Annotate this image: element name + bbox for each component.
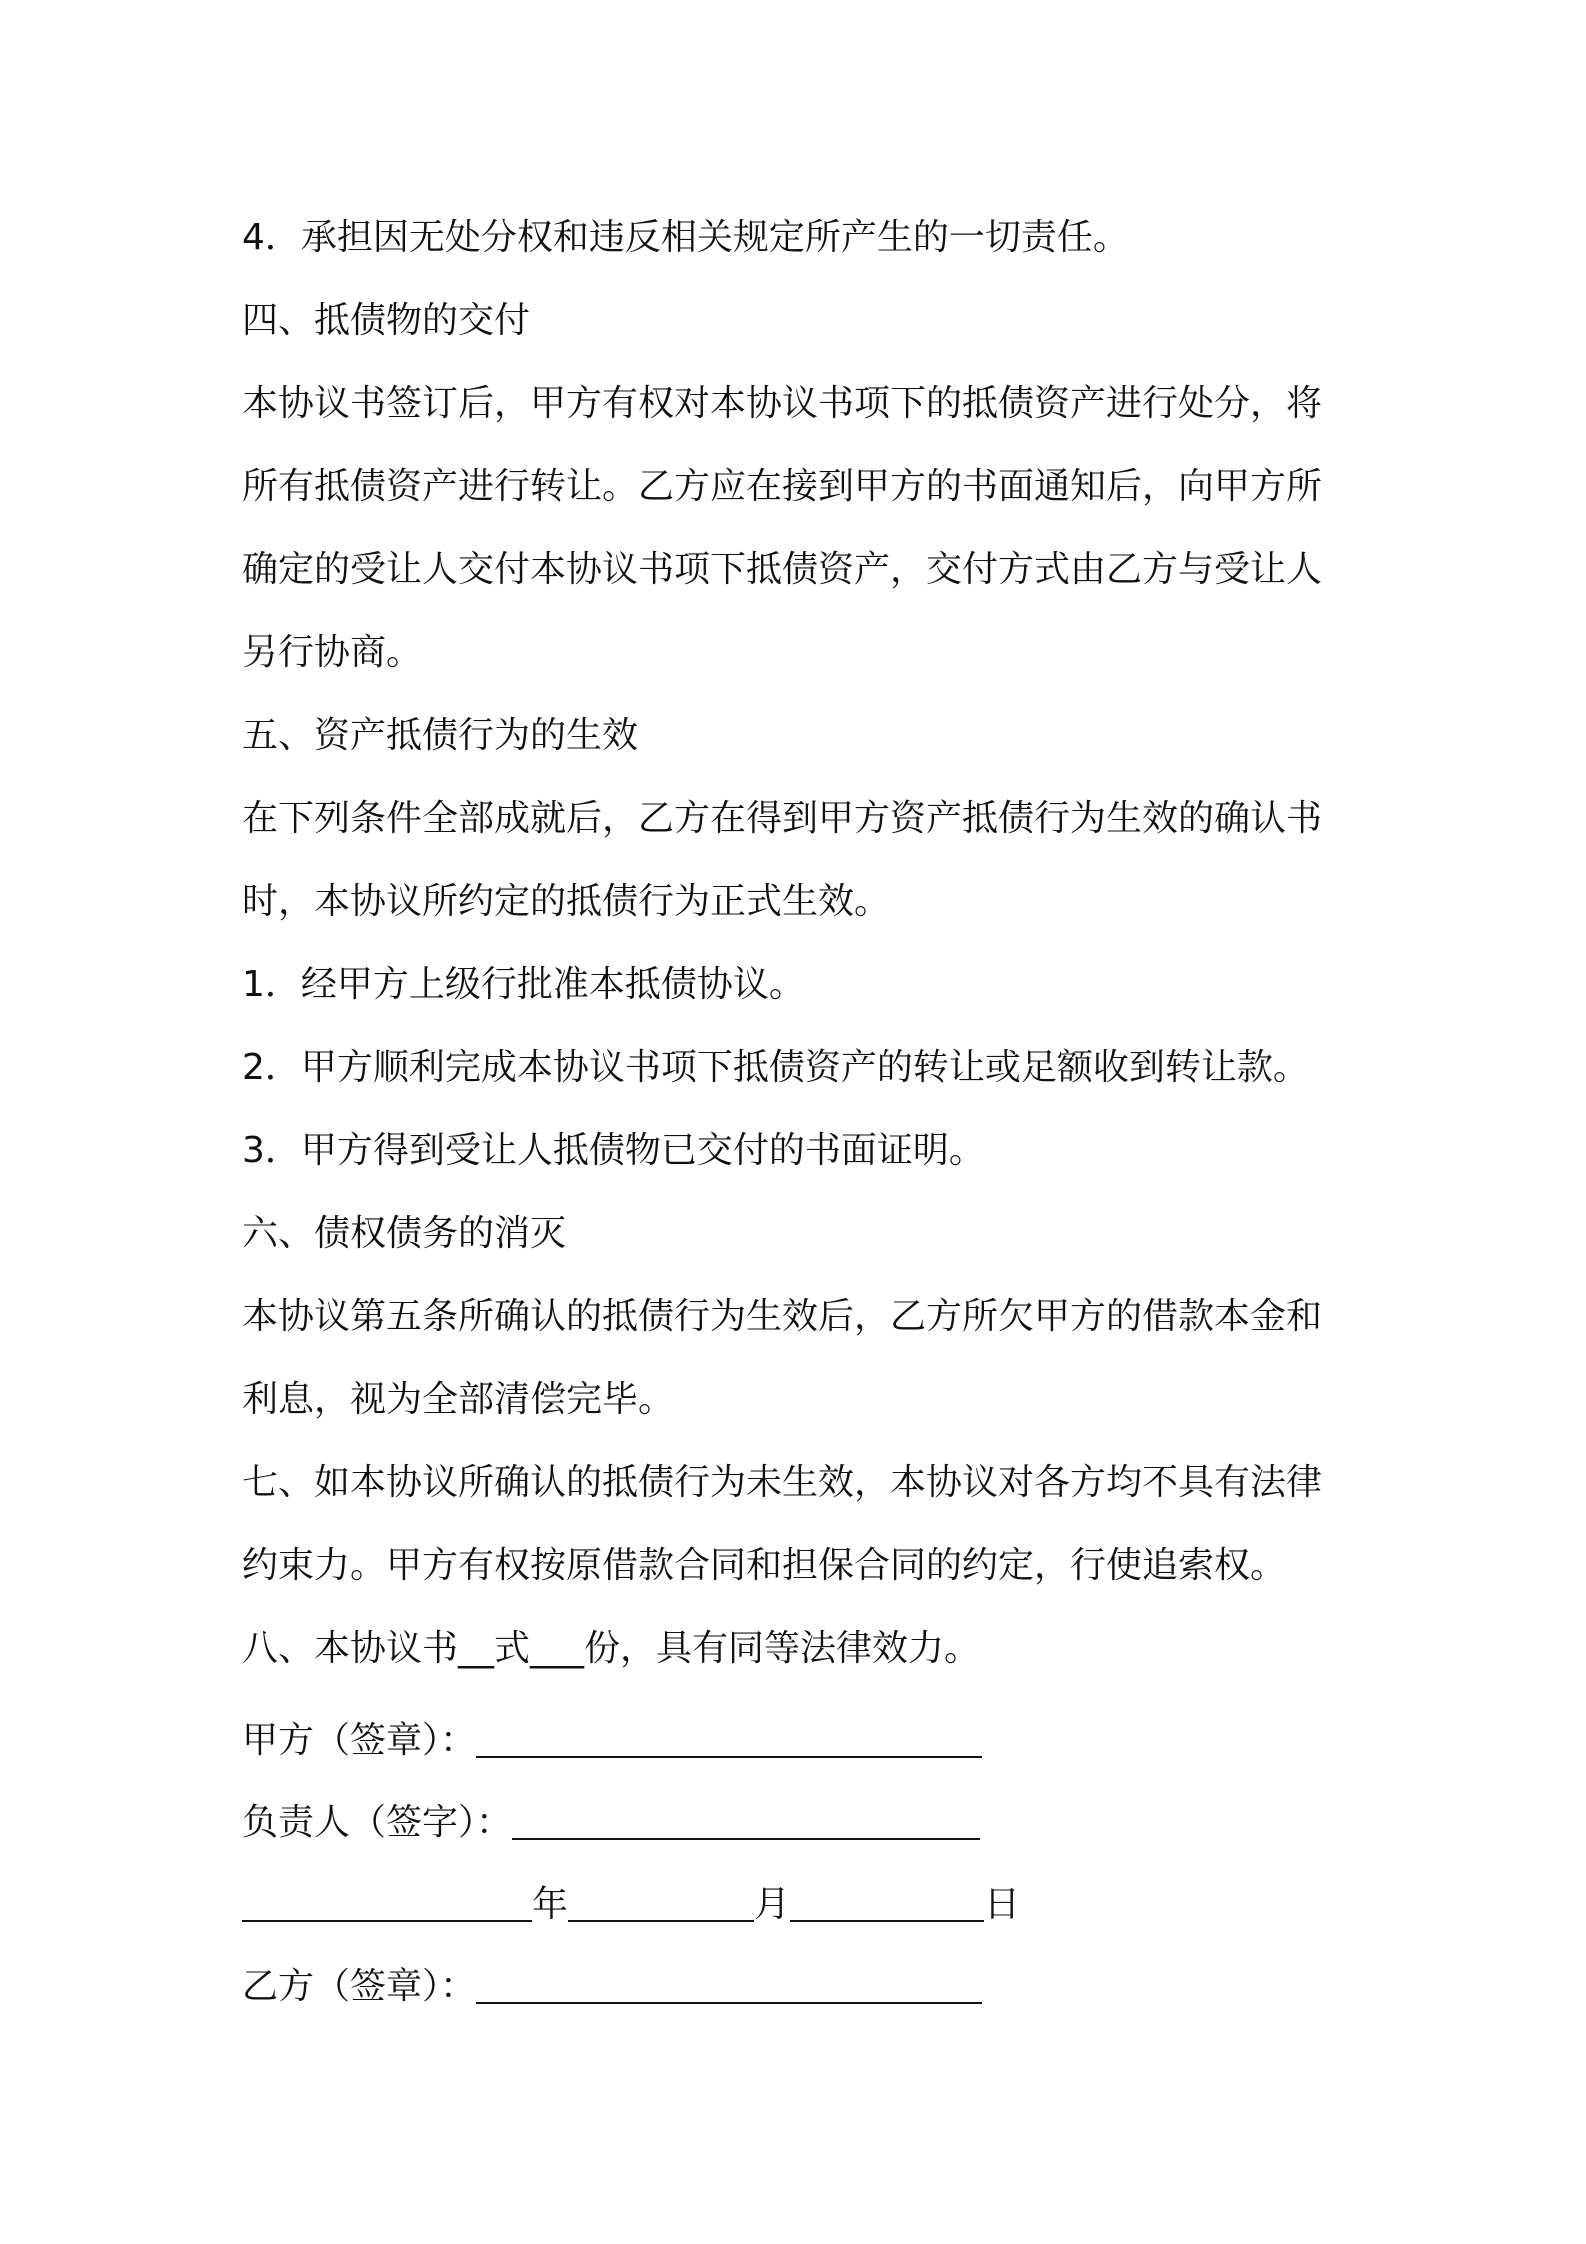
paragraph-line: 时，本协议所约定的抵债行为正式生效。 (242, 881, 891, 922)
responsible-signature-row (242, 1782, 1362, 1864)
paragraph-line: 本协议书签订后，甲方有权对本协议书项下的抵债资产进行处分，将 (242, 383, 1323, 424)
paragraph-line: 本协议第五条所确认的抵债行为生效后，乙方所欠甲方的借款本金和 (242, 1296, 1323, 1337)
date-row (242, 1864, 1362, 1946)
condition-item-1: 1．经甲方上级行批准本抵债协议。 (242, 964, 805, 1005)
party-a-signature-row (242, 1700, 1362, 1782)
section-seven-line: 七、如本协议所确认的抵债行为未生效，本协议对各方均不具有法律 (242, 1462, 1323, 1503)
month-blank (568, 1886, 754, 1922)
paragraph-line: 确定的受让人交付本协议书项下抵债资产，交付方式由乙方与受让人 (242, 549, 1323, 590)
responsible-label: 负责人（签字）： (242, 1802, 513, 1843)
party-a-signature-blank (476, 1722, 982, 1758)
section-heading-extinction: 六、债权债务的消灭 (242, 1213, 567, 1254)
paragraph-line: 所有抵债资产进行转让。乙方应在接到甲方的书面通知后，向甲方所 (242, 466, 1323, 507)
section-heading-effectiveness: 五、资产抵债行为的生效 (242, 715, 639, 756)
paragraph-line: 另行协商。 (242, 632, 423, 673)
condition-item-3: 3．甲方得到受让人抵债物已交付的书面证明。 (242, 1130, 985, 1171)
responsible-signature-blank (512, 1804, 980, 1840)
clause-4-liability: 4．承担因无处分权和违反相关规定所产生的一切责任。 (242, 217, 1129, 258)
condition-item-2: 2．甲方顺利完成本协议书项下抵债资产的转让或足额收到转让款。 (242, 1047, 1309, 1088)
party-b-label: 乙方（签章）： (242, 1966, 477, 2007)
year-label: 年 (532, 1884, 569, 1925)
day-blank (790, 1886, 984, 1922)
agreement-body (242, 196, 1362, 1690)
year-blank (242, 1886, 532, 1922)
party-a-label: 甲方（签章）： (242, 1720, 477, 1761)
section-heading-delivery: 四、抵债物的交付 (242, 300, 531, 341)
party-b-signature-row (242, 1946, 1362, 2028)
month-label: 月 (754, 1884, 791, 1925)
signature-block (242, 1700, 1362, 2028)
section-eight-copies: 八、本协议书__式___份，具有同等法律效力。 (242, 1628, 981, 1669)
day-label: 日 (984, 1884, 1021, 1925)
paragraph-line: 在下列条件全部成就后，乙方在得到甲方资产抵债行为生效的确认书 (242, 798, 1323, 839)
party-b-signature-blank (476, 1968, 982, 2004)
paragraph-line: 利息，视为全部清偿完毕。 (242, 1379, 675, 1420)
section-seven-line: 约束力。甲方有权按原借款合同和担保合同的约定，行使追索权。 (242, 1545, 1287, 1586)
